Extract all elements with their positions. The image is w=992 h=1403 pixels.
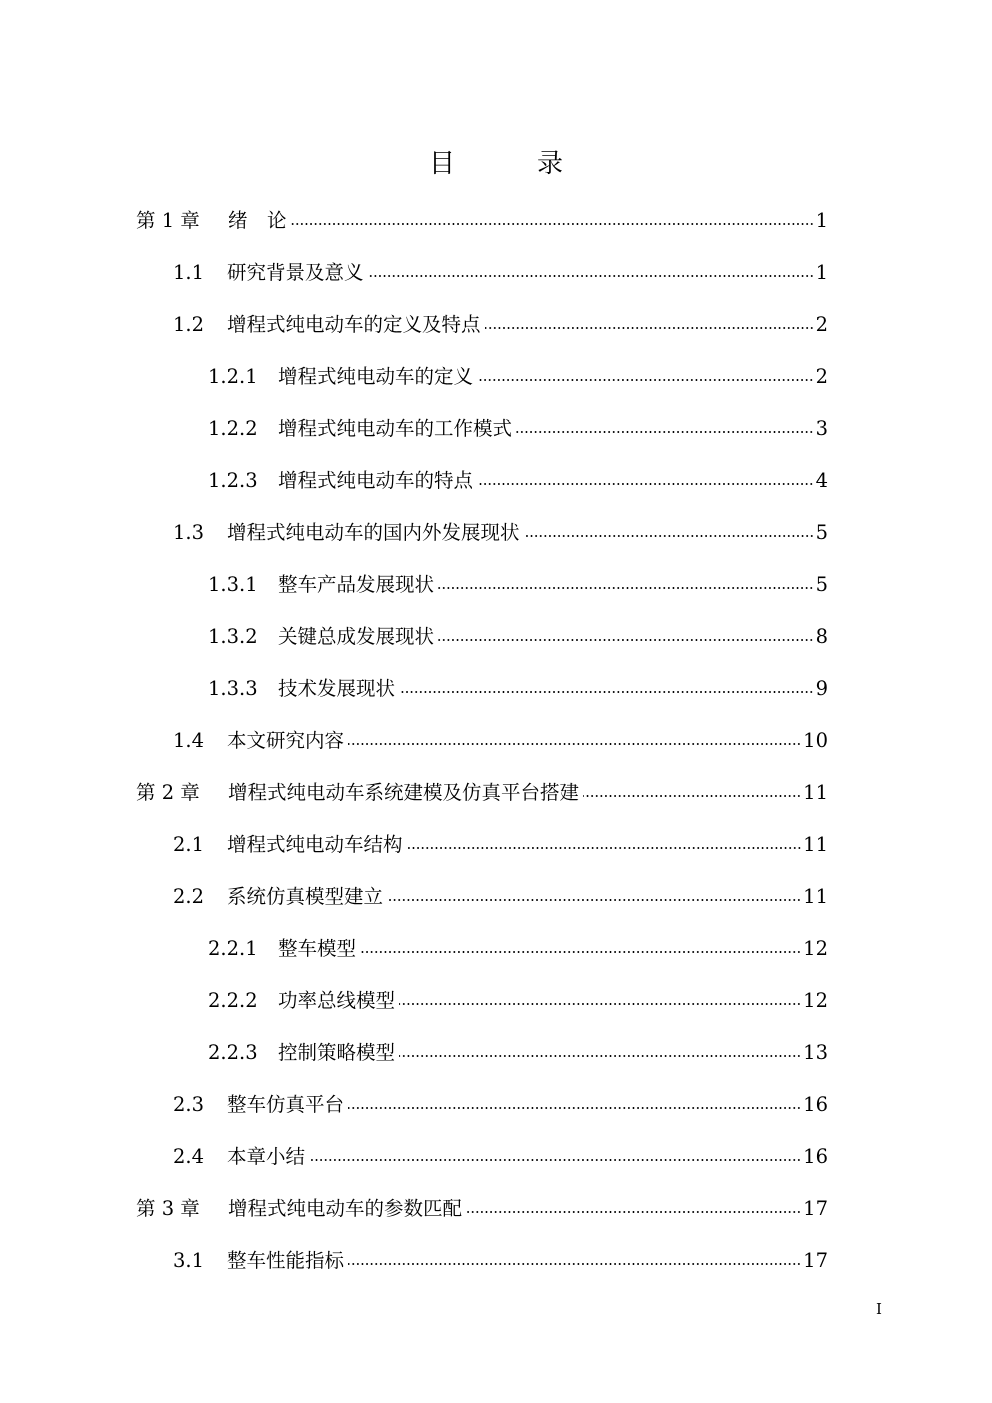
toc-entry[interactable] — [173, 1131, 828, 1183]
toc-leader-dots — [399, 1055, 801, 1057]
toc-entry-number: 1.3.1 — [208, 573, 258, 596]
toc-entry[interactable] — [173, 1079, 828, 1131]
toc-entry[interactable] — [208, 975, 828, 1027]
toc-entry-page: 2 — [815, 365, 828, 388]
toc-entry-number: 1.3.3 — [208, 677, 258, 700]
toc-entry[interactable] — [173, 247, 828, 299]
toc-entry-number: 第 3 章 — [136, 1197, 200, 1220]
toc-leader-dots — [524, 535, 814, 537]
toc-entry-page: 2 — [815, 313, 828, 336]
toc-entry[interactable] — [208, 559, 828, 611]
toc-entry-title: 技术发展现状 — [278, 677, 396, 700]
toc-entry-title: 功率总线模型 — [278, 989, 396, 1012]
toc-entry-number: 1.1 — [173, 261, 205, 284]
toc-entry-page: 11 — [803, 833, 828, 856]
toc-entry-page: 5 — [815, 521, 828, 544]
toc-leader-dots — [399, 691, 814, 693]
toc-entry-number: 2.2.3 — [208, 1041, 258, 1064]
toc-entry-number: 1.4 — [173, 729, 205, 752]
toc-entry-number: 第 2 章 — [136, 781, 200, 804]
toc-leader-dots — [407, 847, 802, 849]
toc-entry-number: 1.2 — [173, 313, 205, 336]
toc-leader-dots — [583, 795, 801, 797]
toc-entry[interactable] — [208, 351, 828, 403]
toc-leader-dots — [348, 1263, 801, 1265]
toc-entry[interactable] — [208, 1027, 828, 1079]
toc-entry-number: 1.3.2 — [208, 625, 258, 648]
toc-leader-dots — [477, 483, 814, 485]
toc-entry[interactable] — [173, 715, 828, 767]
toc-entry-title: 增程式纯电动车的参数匹配 — [228, 1197, 463, 1220]
toc-entry-title: 本文研究内容 — [227, 729, 345, 752]
toc-entry-title: 本章小结 — [227, 1145, 306, 1168]
toc-entry[interactable] — [208, 923, 828, 975]
toc-entry-page: 9 — [815, 677, 828, 700]
toc-entry-title: 增程式纯电动车的工作模式 — [278, 417, 513, 440]
toc-leader-dots — [516, 431, 814, 433]
toc-entry-page: 16 — [803, 1145, 828, 1168]
toc-entry-number: 1.2.1 — [208, 365, 258, 388]
toc-entry-page: 12 — [803, 937, 828, 960]
toc-entry-title: 增程式纯电动车的定义 — [278, 365, 474, 388]
toc-entry-title: 控制策略模型 — [278, 1041, 396, 1064]
toc-leader-dots — [438, 587, 814, 589]
toc-entry[interactable] — [136, 1183, 828, 1235]
toc-entry[interactable] — [173, 871, 828, 923]
toc-leader-dots — [466, 1211, 801, 1213]
toc-entry-page: 1 — [815, 261, 828, 284]
toc-entry[interactable] — [173, 507, 828, 559]
toc-entry-number: 2.4 — [173, 1145, 205, 1168]
toc-leader-dots — [360, 951, 801, 953]
toc-entry-title: 关键总成发展现状 — [278, 625, 435, 648]
toc-entry[interactable] — [136, 767, 828, 819]
toc-entry-page: 12 — [803, 989, 828, 1012]
toc-leader-dots — [368, 275, 814, 277]
toc-entry-title: 整车仿真平台 — [227, 1093, 345, 1116]
toc-entry-page: 17 — [803, 1197, 828, 1220]
toc-leader-dots — [291, 223, 814, 225]
toc-entry-title: 整车模型 — [278, 937, 357, 960]
toc-leader-dots — [477, 379, 814, 381]
toc-entry-title: 绪 论 — [228, 209, 287, 232]
toc-entry-number: 第 1 章 — [136, 209, 200, 232]
toc-entry[interactable] — [173, 299, 828, 351]
toc-leader-dots — [387, 899, 801, 901]
toc-entry-number: 2.1 — [173, 833, 205, 856]
page-title: 目 录 — [428, 149, 591, 179]
toc-entry-title: 研究背景及意义 — [227, 261, 364, 284]
toc-leader-dots — [399, 1003, 801, 1005]
toc-leader-dots — [348, 1107, 801, 1109]
toc-entry-number: 1.2.3 — [208, 469, 258, 492]
toc-leader-dots — [485, 327, 814, 329]
toc-entry-page: 11 — [803, 781, 828, 804]
toc-entry-title: 增程式纯电动车结构 — [227, 833, 403, 856]
toc-entry[interactable] — [208, 403, 828, 455]
toc-entry-number: 1.2.2 — [208, 417, 258, 440]
toc-entry-title: 系统仿真模型建立 — [227, 885, 384, 908]
toc-entry-page: 17 — [803, 1249, 828, 1272]
toc-entry-title: 增程式纯电动车的定义及特点 — [227, 313, 481, 336]
toc-entry-title: 整车产品发展现状 — [278, 573, 435, 596]
toc-entry-page: 11 — [803, 885, 828, 908]
toc-entry[interactable] — [173, 819, 828, 871]
toc-entry-number: 1.3 — [173, 521, 205, 544]
toc-entry[interactable] — [173, 1235, 828, 1287]
toc-leader-dots — [438, 639, 814, 641]
toc-entry-number: 2.2.2 — [208, 989, 258, 1012]
toc-entry[interactable] — [136, 195, 828, 247]
toc-entry-page: 10 — [803, 729, 828, 752]
toc-entry-number: 3.1 — [173, 1249, 205, 1272]
toc-entry-page: 16 — [803, 1093, 828, 1116]
toc-entry-title: 整车性能指标 — [227, 1249, 345, 1272]
toc-entry-title: 增程式纯电动车系统建模及仿真平台搭建 — [228, 781, 580, 804]
toc-entry-title: 增程式纯电动车的特点 — [278, 469, 474, 492]
toc-entry-number: 2.3 — [173, 1093, 205, 1116]
toc-entry-number: 2.2 — [173, 885, 205, 908]
toc-entry-number: 2.2.1 — [208, 937, 258, 960]
toc-entry-page: 3 — [815, 417, 828, 440]
toc-leader-dots — [348, 743, 801, 745]
toc-entry[interactable] — [208, 663, 828, 715]
toc-entry-page: 4 — [815, 469, 828, 492]
toc-entry-page: 1 — [815, 209, 828, 232]
page-folio: I — [876, 1300, 882, 1318]
toc-entry[interactable] — [208, 611, 828, 663]
toc-entry-title: 增程式纯电动车的国内外发展现状 — [227, 521, 520, 544]
toc-entry-page: 13 — [803, 1041, 828, 1064]
toc-entry-page: 5 — [815, 573, 828, 596]
toc-entry[interactable] — [208, 455, 828, 507]
toc-leader-dots — [309, 1159, 801, 1161]
toc-entry-page: 8 — [815, 625, 828, 648]
